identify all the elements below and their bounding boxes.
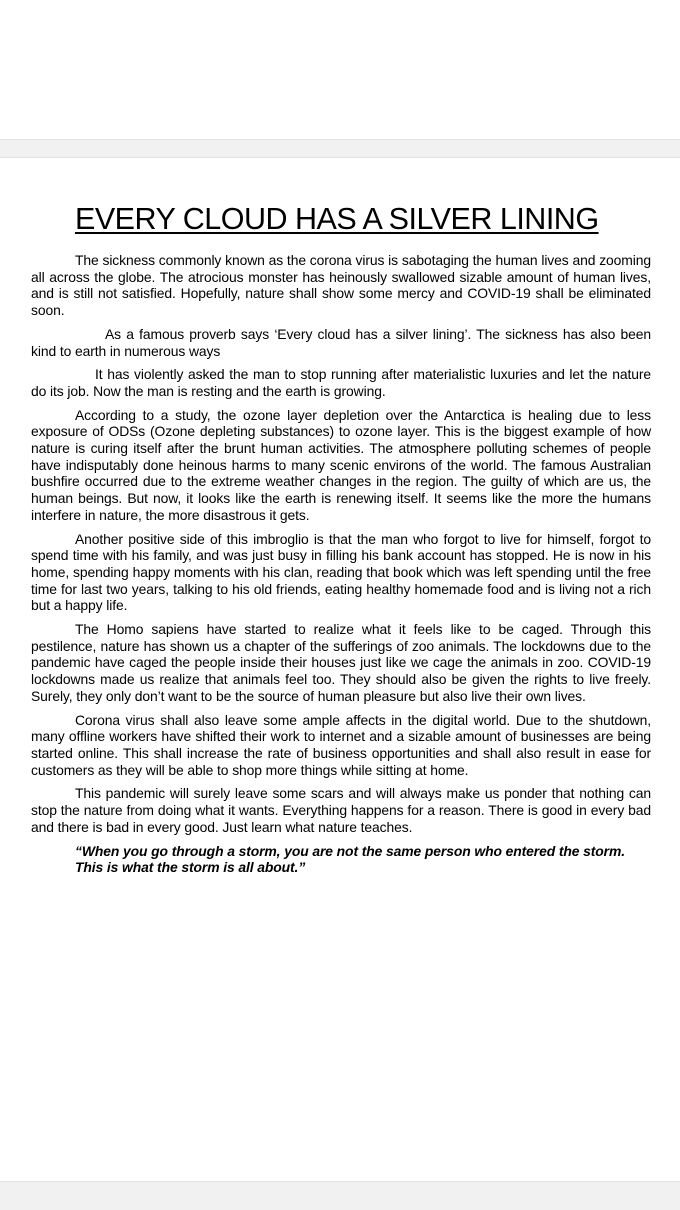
page-content: [31, 202, 651, 876]
paragraph-3: It has violently asked the man to stop running after materialistic luxuries and let the nature do its job. Now the man is resting and the earth is growing.: [31, 366, 651, 399]
page-separator-bottom: [0, 1181, 680, 1210]
paragraph-7: Corona virus shall also leave some ample affects in the digital world. Due to the shutdown, many offline workers have shifted their work to internet and a sizable amount of businesses are being started online. This shall increase the rate of business opportunities and shall also result in ease for customers as they will be able to shop more things while sitting at home.: [31, 711, 651, 778]
paragraph-6: The Homo sapiens have started to realize what it feels like to be caged. Through this pestilence, nature has shown us a chapter of the sufferings of zoo animals. The lockdowns due to the pandemic have caged the people inside their houses just like we cage the animals in zoo. COVID-19 lockdowns made us realize that animals feel too. They should also be given the rights to live freely. Surely, they only don’t want to be the source of human pleasure but also live their own lives.: [31, 621, 651, 704]
paragraph-2: As a famous proverb says ‘Every cloud has a silver lining’. The sickness has also been kind to earth in numerous ways: [31, 325, 651, 359]
page-separator-top: [0, 139, 680, 158]
document-title: EVERY CLOUD HAS A SILVER LINING: [75, 202, 599, 236]
paragraph-5: Another positive side of this imbroglio is that the man who forgot to live for himself, forgot to spend time with his family, and was just busy in filling his bank account has stopped. He is now in his home, spending happy moments with his clan, reading that book which was left spending until the free time for last two years, talking to his old friends, eating healthy homemade food and is living not a rich but a happy life.: [31, 530, 651, 614]
document-page[interactable]: [0, 158, 680, 1180]
paragraph-4: According to a study, the ozone layer depletion over the Antarctica is healing due to less exposure of ODSs (Ozone depleting substances) to ozone layer. This is the biggest example of how nature is curing itself after the brunt human activities. The atmosphere polluting schemes of people have indisputably done heinous harms to many scenic environs of the world. The famous Australian bushfire occurred due to the extreme weather changes in the region. The guilty of which are us, the human beings. But now, it looks like the earth is renewing itself. It seems like the more the humans interfere in nature, the more disastrous it gets.: [31, 406, 651, 523]
closing-quote: “When you go through a storm, you are not the same person who entered the storm. This is what the storm is all about.”: [75, 842, 626, 876]
paragraph-8: This pandemic will surely leave some scars and will always make us ponder that nothing can stop the nature from doing what it wants. Everything happens for a reason. There is good in every bad and there is bad in every good. Just learn what nature teaches.: [31, 785, 651, 835]
paragraph-1: The sickness commonly known as the corona virus is sabotaging the human lives and zooming all across the globe. The atrocious monster has heinously swallowed sizable amount of human lives, and is still not satisfied. Hopefully, nature shall show some mercy and COVID-19 shall be eliminated soon.: [31, 252, 651, 319]
